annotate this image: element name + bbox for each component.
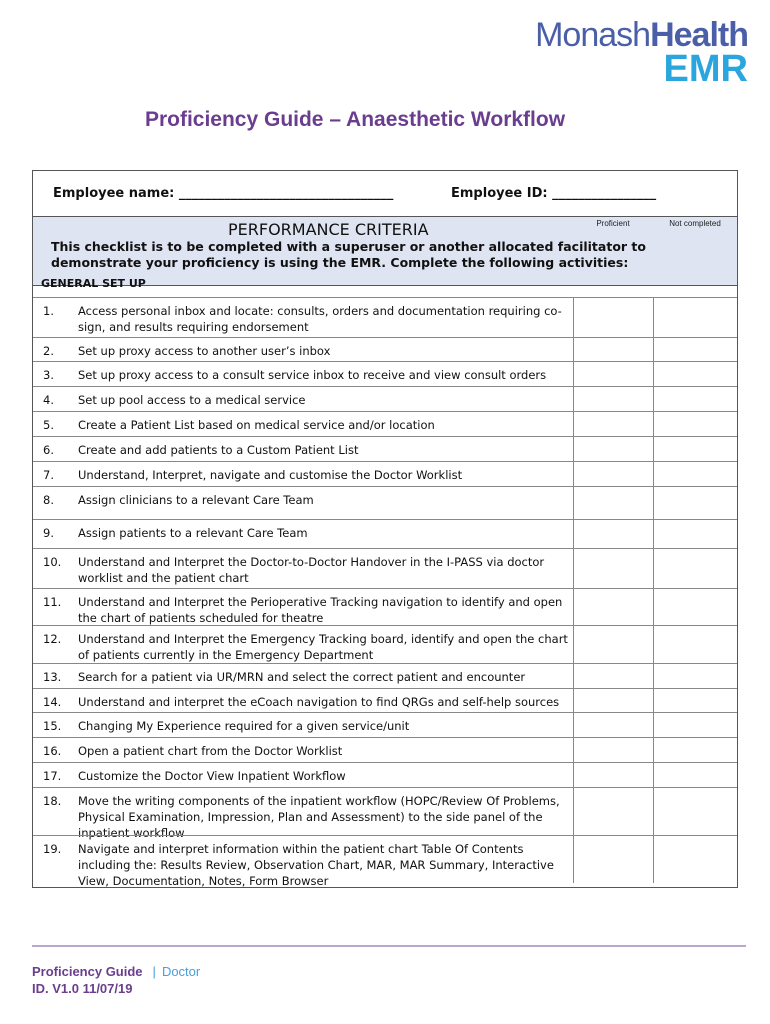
proficient-checkbox[interactable]: [573, 712, 653, 737]
item-number: 16.: [43, 744, 62, 758]
item-text: Create a Patient List based on medical service and/or location: [78, 418, 435, 432]
checklist-row: [33, 625, 737, 663]
checklist-rows: [33, 297, 737, 888]
item-number: 18.: [43, 794, 62, 808]
proficient-checkbox[interactable]: [573, 663, 653, 688]
item-text: Access personal inbox and locate: consults, orders and documentation requiring co-sign, and results requiring endorsement: [78, 304, 562, 334]
not-completed-checkbox[interactable]: [653, 486, 737, 519]
checklist-row: [33, 787, 737, 840]
checklist-row: [33, 411, 737, 436]
proficient-checkbox[interactable]: [573, 361, 653, 386]
item-number: 10.: [43, 555, 62, 569]
item-text: Set up proxy access to another user’s inbox: [78, 344, 331, 358]
not-completed-checkbox[interactable]: [653, 625, 737, 663]
proficient-checkbox[interactable]: [573, 519, 653, 548]
column-header-not-completed: Not completed: [669, 219, 721, 228]
not-completed-checkbox[interactable]: [653, 548, 737, 588]
checklist-row: [33, 386, 737, 411]
item-number: 4.: [43, 393, 54, 407]
item-number: 11.: [43, 595, 62, 609]
not-completed-checkbox[interactable]: [653, 663, 737, 688]
proficient-checkbox[interactable]: [573, 436, 653, 461]
item-number: 2.: [43, 344, 54, 358]
monash-health-emr-logo: [535, 16, 748, 90]
checklist-form: [32, 170, 738, 888]
item-number: 7.: [43, 468, 54, 482]
item-text: Assign patients to a relevant Care Team: [78, 526, 308, 540]
item-text: Understand and Interpret the Emergency Tracking board, identify and open the chart of patients currently in the Emergency Department: [78, 632, 568, 662]
item-text: Changing My Experience required for a given service/unit: [78, 719, 410, 733]
not-completed-checkbox[interactable]: [653, 461, 737, 486]
item-text: Open a patient chart from the Doctor Worklist: [78, 744, 343, 758]
item-number: 14.: [43, 695, 62, 709]
not-completed-checkbox[interactable]: [653, 588, 737, 625]
not-completed-checkbox[interactable]: [653, 361, 737, 386]
proficient-checkbox[interactable]: [573, 787, 653, 835]
proficient-checkbox[interactable]: [573, 588, 653, 625]
column-header-proficient: Proficient: [596, 219, 630, 228]
not-completed-checkbox[interactable]: [653, 519, 737, 548]
employee-row: [33, 171, 737, 216]
item-number: 1.: [43, 304, 54, 318]
not-completed-checkbox[interactable]: [653, 712, 737, 737]
item-number: 8.: [43, 493, 54, 507]
logo-word-monash: Monash: [535, 16, 651, 54]
item-number: 17.: [43, 769, 62, 783]
proficient-checkbox[interactable]: [573, 297, 653, 337]
not-completed-checkbox[interactable]: [653, 688, 737, 712]
checklist-row: [33, 548, 737, 588]
checklist-row: [33, 436, 737, 461]
not-completed-checkbox[interactable]: [653, 297, 737, 337]
not-completed-checkbox[interactable]: [653, 737, 737, 762]
checklist-row: [33, 688, 737, 712]
item-text: Understand and Interpret the Doctor-to-Doctor Handover in the I-PASS via doctor worklist and the patient chart: [78, 555, 545, 585]
checklist-row: [33, 337, 737, 361]
not-completed-checkbox[interactable]: [653, 762, 737, 787]
footer-version: ID. V1.0 11/07/19: [32, 981, 133, 996]
proficient-checkbox[interactable]: [573, 835, 653, 883]
checklist-row: [33, 737, 737, 762]
item-number: 12.: [43, 632, 62, 646]
criteria-header: [33, 216, 737, 286]
proficient-checkbox[interactable]: [573, 688, 653, 712]
proficient-checkbox[interactable]: [573, 461, 653, 486]
item-number: 19.: [43, 842, 62, 856]
proficient-checkbox[interactable]: [573, 337, 653, 361]
item-text: Search for a patient via UR/MRN and select the correct patient and encounter: [78, 670, 526, 684]
checklist-row: [33, 519, 737, 548]
footer-guide: Proficiency Guide: [32, 964, 143, 979]
proficient-checkbox[interactable]: [573, 548, 653, 588]
footer-separator: |: [152, 964, 156, 979]
not-completed-checkbox[interactable]: [653, 386, 737, 411]
proficient-checkbox[interactable]: [573, 486, 653, 519]
item-text: Set up pool access to a medical service: [78, 393, 306, 407]
criteria-instructions: This checklist is to be completed with a superuser or another allocated facilitator to demonstrate your proficiency is using the EMR. Complete the following activities:: [51, 239, 646, 270]
not-completed-checkbox[interactable]: [653, 436, 737, 461]
checklist-row: [33, 712, 737, 737]
item-text: Create and add patients to a Custom Patient List: [78, 443, 359, 457]
item-text: Understand and Interpret the Perioperative Tracking navigation to identify and open the chart of patients scheduled for theatre: [78, 595, 563, 625]
employee-id-field[interactable]: Employee ID: ________________: [451, 186, 657, 201]
not-completed-checkbox[interactable]: [653, 787, 737, 835]
item-number: 9.: [43, 526, 54, 540]
item-text: Assign clinicians to a relevant Care Team: [78, 493, 314, 507]
not-completed-checkbox[interactable]: [653, 411, 737, 436]
item-text: Move the writing components of the inpatient workflow (HOPC/Review Of Problems, Physical Examination, Impression, Plan and Assessment) to the side panel of the inpatient workflow: [78, 794, 560, 840]
footer-divider: [32, 945, 746, 947]
item-number: 15.: [43, 719, 62, 733]
checklist-row: [33, 486, 737, 519]
logo-word-health: Health: [650, 16, 748, 54]
proficient-checkbox[interactable]: [573, 625, 653, 663]
employee-name-field[interactable]: Employee name: _________________________________: [53, 186, 394, 201]
checklist-row: [33, 835, 737, 888]
checklist-row: [33, 361, 737, 386]
item-text: Navigate and interpret information within the patient chart Table Of Contents including the: Results Review, Observation Chart, MAR, MAR Summary, Interactive View, Documentation, Notes, Form Browser: [78, 842, 554, 888]
proficient-checkbox[interactable]: [573, 411, 653, 436]
item-text: Understand, Interpret, navigate and customise the Doctor Worklist: [78, 468, 463, 482]
item-text: Understand and interpret the eCoach navigation to find QRGs and self-help sources: [78, 695, 560, 709]
checklist-row: [33, 461, 737, 486]
item-number: 5.: [43, 418, 54, 432]
not-completed-checkbox[interactable]: [653, 835, 737, 883]
item-text: Set up proxy access to a consult service inbox to receive and view consult orders: [78, 368, 547, 382]
checklist-row: [33, 663, 737, 688]
checklist-row: [33, 588, 737, 625]
item-number: 13.: [43, 670, 62, 684]
proficient-checkbox[interactable]: [573, 762, 653, 787]
item-text: Customize the Doctor View Inpatient Workflow: [78, 769, 346, 783]
checklist-row: [33, 297, 737, 337]
page-title: Proficiency Guide – Anaesthetic Workflow: [144, 108, 566, 131]
logo-word-emr: EMR: [663, 48, 748, 90]
criteria-title: PERFORMANCE CRITERIA: [228, 220, 429, 239]
not-completed-checkbox[interactable]: [653, 337, 737, 361]
footer-role: Doctor: [161, 964, 201, 979]
proficient-checkbox[interactable]: [573, 386, 653, 411]
proficient-checkbox[interactable]: [573, 737, 653, 762]
section-label: GENERAL SET UP: [41, 277, 146, 290]
footer-title: [32, 964, 200, 979]
checklist-row: [33, 762, 737, 787]
item-number: 6.: [43, 443, 54, 457]
item-number: 3.: [43, 368, 54, 382]
